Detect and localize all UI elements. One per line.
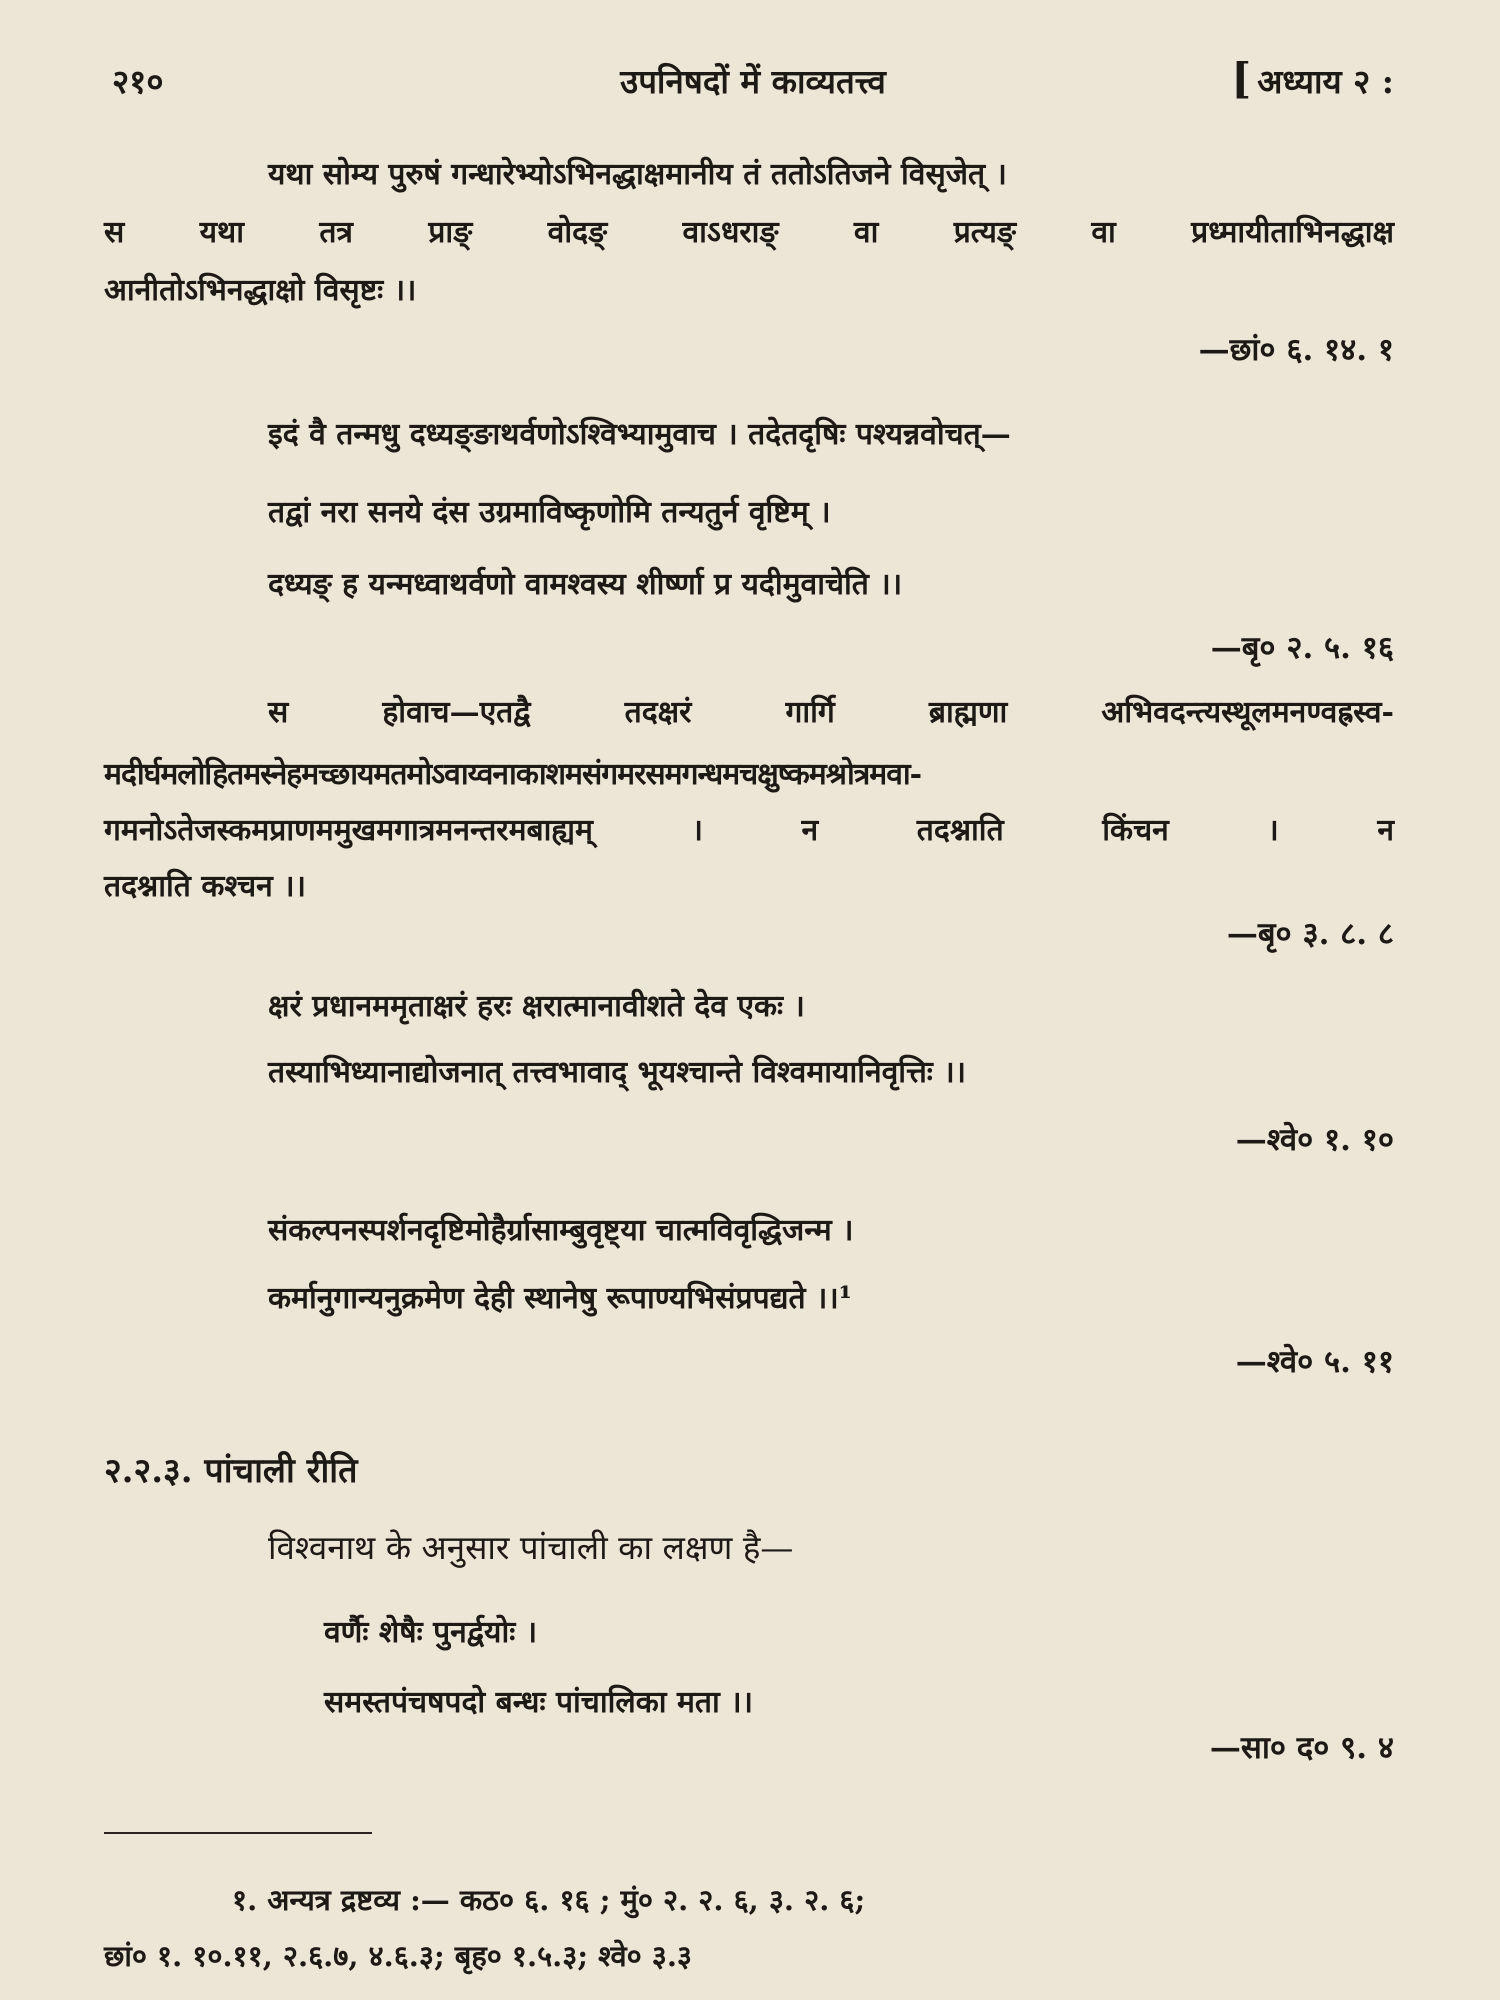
quote-line: स यथा तत्र प्राङ् वोदङ् वाऽधराङ् वा प्रत्यङ् वा प्रध्मायीताभिनद्धाक्ष [104,215,1394,250]
section-intro: विश्वनाथ के अनुसार पांचाली का लक्षण है— [268,1528,794,1567]
verse-line: वर्णैः शेषैः पुनर्द्वयोः । [324,1615,538,1650]
quote-line: तदश्नाति कश्चन ।। [104,869,306,904]
chapter-label [1231,54,1394,103]
quote-line: संकल्पनस्पर्शनदृष्टिमोहैर्ग्रासाम्बुवृष्ट्या चात्मविवृद्धिजन्म । [268,1213,854,1248]
footnote-line: १. अन्यत्र द्रष्टव्य :— कठ० ६. १६ ; मुं० २. २. ६, ३. २. ६; [232,1883,866,1917]
quote-line: इदं वै तन्मधु दध्यङ्ङाथर्वणोऽश्विभ्यामुवाच । तदेतदृषिः पश्यन्नवोचत्— [268,417,1011,452]
quote-line: आनीतोऽभिनद्धाक्षो विसृष्टः ।। [104,273,417,308]
quote-line: तद्वां नरा सनये दंस उग्रमाविष्कृणोमि तन्यतुर्न वृष्टिम् । [268,495,831,530]
quote-line: तस्याभिध्यानाद्योजनात् तत्त्वभावाद् भूयश्चान्ते विश्वमायानिवृत्तिः ।। [268,1055,967,1090]
citation: —बृ० ३. ८. ८ [1226,916,1394,952]
page-header [112,54,1394,108]
page-number: २१० [112,62,164,101]
quote-line: दध्यङ् ह यन्मध्वाथर्वणो वामश्वस्य शीर्ष्णा प्र यदीमुवाचेति ।। [268,567,903,602]
citation: —श्वे० ५. ११ [1235,1344,1394,1380]
chapter-bracket: [ [1231,54,1252,103]
chapter-text: अध्याय २ : [1257,62,1394,101]
quote-line: मदीर्घमलोहितमस्नेहमच्छायमतमोऽवाय्वनाकाशमसंगमरसमगन्धमचक्षुष्कमश्रोत्रमवा- [104,757,922,792]
footnote-rule [104,1832,372,1834]
citation: —सा० द० ९. ४ [1209,1730,1394,1766]
citation: —बृ० २. ५. १६ [1210,630,1394,666]
quote-line: क्षरं प्रधानममृताक्षरं हरः क्षरात्मानावीशते देव एकः । [268,989,805,1024]
verse-line: समस्तपंचषपदो बन्धः पांचालिका मता ।। [324,1685,753,1720]
quote-line: यथा सोम्य पुरुषं गन्धारेभ्योऽभिनद्धाक्षमानीय तं ततोऽतिजने विसृजेत् । [268,157,1007,192]
quote-line: स होवाच—एतद्वै तदक्षरं गार्गि ब्राह्मणा अभिवदन्त्यस्थूलमनण्वह्रस्व- [268,695,1394,730]
citation: —श्वे० १. १० [1235,1122,1394,1158]
citation: —छां० ६. १४. १ [1198,332,1394,368]
section-heading: २.२.३. पांचाली रीति [104,1451,358,1491]
quote-line: गमनोऽतेजस्कमप्राणममुखमगात्रमनन्तरमबाह्यम् । न तदश्नाति किंचन । न [104,813,1394,848]
quote-line: कर्मानुगान्यनुक्रमेण देही स्थानेषु रूपाण्यभिसंप्रपद्यते ।।¹ [268,1281,852,1316]
footnote-line: छां० १. १०.११, २.६.७, ४.६.३; बृह० १.५.३; श्वे० ३.३ [104,1939,693,1973]
running-title: उपनिषदों में काव्यतत्त्व [620,62,886,101]
